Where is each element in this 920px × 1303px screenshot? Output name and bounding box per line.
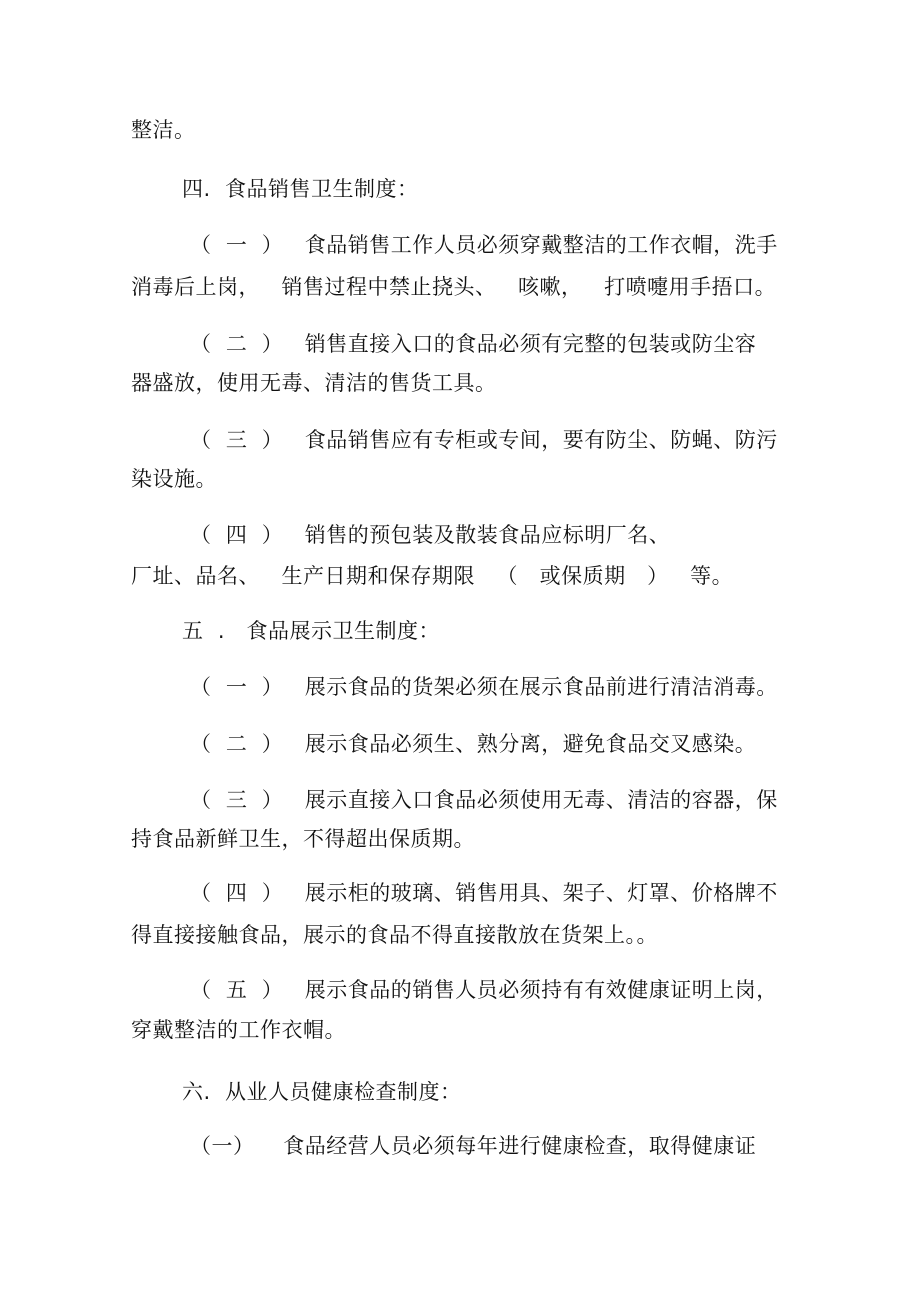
text-line: （ 一 ） 食品销售工作人员必须穿戴整洁的工作衣帽，洗手 <box>190 233 778 257</box>
text-line: 消毒后上岗， 销售过程中禁止挠头、 咳嗽， 打喷嚏用手捂口。 <box>131 275 777 299</box>
section-heading: 四. 食品销售卫生制度： <box>182 177 419 201</box>
text-line: （ 一 ） 展示食品的货架必须在展示食品前进行清洁消毒。 <box>190 675 778 699</box>
text-line: （ 四 ） 销售的预包装及散装食品应标明厂名、 <box>190 523 671 547</box>
text-line: （ 三 ） 展示直接入口食品必须使用无毒、清洁的容器，保 <box>190 788 778 812</box>
text-line: 得直接接触食品，展示的食品不得直接散放在货架上。。 <box>131 923 658 947</box>
text-line: 持食品新鲜卫生，不得超出保质期。 <box>131 827 475 851</box>
text-line: （ 三 ） 食品销售应有专柜或专间，要有防尘、防蝇、防污 <box>190 428 778 452</box>
text-line: （ 二 ） 销售直接入口的食品必须有完整的包装或防尘容 <box>190 332 757 356</box>
text-line: 器盛放，使用无毒、清洁的售货工具。 <box>131 371 497 395</box>
section-heading: 五 . 食品展示卫生制度： <box>182 619 441 643</box>
text-line: （ 二 ） 展示食品必须生、熟分离，避免食品交叉感染。 <box>190 732 757 756</box>
text-line: 穿戴整洁的工作衣帽。 <box>131 1018 346 1042</box>
text-line: （ 四 ） 展示柜的玻璃、销售用具、架子、灯罩、价格牌不 <box>190 881 778 905</box>
text-line: （ 五 ） 展示食品的销售人员必须持有有效健康证明上岗， <box>190 978 778 1002</box>
text-line: 染设施。 <box>131 467 217 491</box>
text-line: 整洁。 <box>131 118 196 142</box>
text-line: （一） 食品经营人员必须每年进行健康检查，取得健康证 <box>190 1134 757 1158</box>
text-line: 厂址、品名、 生产日期和保存期限 （ 或保质期 ） 等。 <box>131 564 734 588</box>
section-heading: 六. 从业人员健康检查制度： <box>182 1080 462 1104</box>
